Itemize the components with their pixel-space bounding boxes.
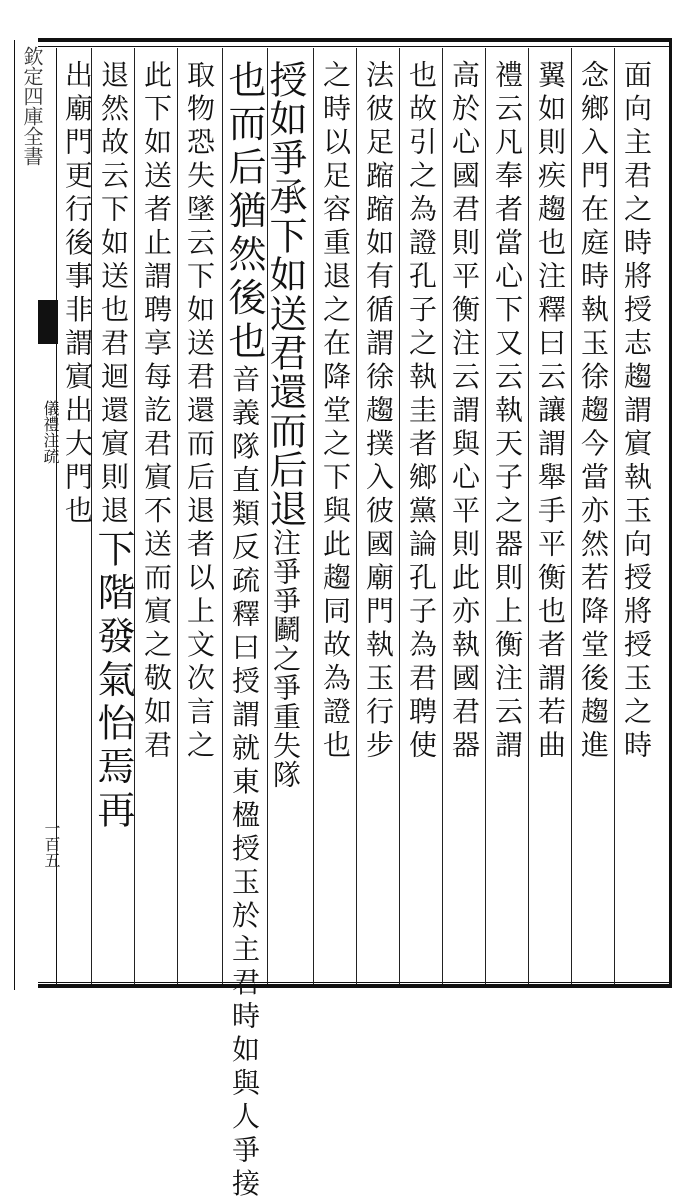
commentary-text: 之時以足容重退之在降堂之下與此趨同故為證也 xyxy=(319,60,352,764)
book-name: 儀禮注疏 xyxy=(41,400,60,464)
main-text: 授如爭承下如送君還而后退 xyxy=(263,60,307,528)
commentary-text: 釋曰授謂就東楹授玉於主君時如與人爭接 xyxy=(228,599,261,1202)
text-column-7 xyxy=(359,60,397,980)
main-text: 也而后猶然後也 xyxy=(222,60,266,365)
column-rule xyxy=(571,48,572,984)
commentary-text: 念鄉入門在庭時執玉徐趨今當亦然若降堂後趨進 xyxy=(577,60,610,764)
commentary-text: 禮云凡奉者當心下又云執天子之器則上衡注云謂 xyxy=(491,60,524,764)
text-column-5 xyxy=(445,60,483,980)
commentary-text: 疏 xyxy=(228,565,261,599)
commentary-text: 隊直 xyxy=(228,431,261,499)
fish-tail-mark xyxy=(38,300,58,344)
column-rule xyxy=(442,48,443,984)
text-column-14 xyxy=(58,60,96,980)
commentary-text: 注爭爭鬬之爭重失隊 xyxy=(269,528,302,789)
column-rule xyxy=(267,48,268,984)
page-number: 一百五 xyxy=(42,820,61,868)
column-rule xyxy=(356,48,357,984)
commentary-text: 取物恐失墜云下如送君還而后退者以上文次言之 xyxy=(183,60,216,764)
commentary-text: 出廟門更行後事非謂賔出大門也 xyxy=(61,60,94,529)
column-rule xyxy=(528,48,529,984)
text-column-3 xyxy=(531,60,569,980)
text-column-11 xyxy=(180,60,218,980)
commentary-text: 高於心國君則平衡注云謂與心平則此亦執國君器 xyxy=(448,60,481,764)
commentary-text: 面向主君之時將授志趨謂賔執玉向授將授玉之時 xyxy=(620,60,653,764)
frame-top-rule xyxy=(38,46,672,47)
commentary-text: 也故引之為證孔子之執圭者鄉黨論孔子為君聘使 xyxy=(405,60,438,764)
main-text: 下階發氣怡焉再 xyxy=(91,529,135,834)
text-column-4 xyxy=(488,60,526,980)
text-column-1 xyxy=(617,60,655,980)
text-column-10 xyxy=(222,60,266,1202)
text-column-8 xyxy=(316,60,354,980)
commentary-text: 類反 xyxy=(228,498,261,566)
text-column-12 xyxy=(137,60,175,980)
column-rule xyxy=(222,48,223,984)
commentary-text: 法彼足蹜蹜如有循謂徐趨撲入彼國廟門執玉行步 xyxy=(362,60,395,764)
text-column-13 xyxy=(91,60,135,980)
commentary-text: 翼如則疾趨也注釋曰云讓謂舉手平衡也者謂若曲 xyxy=(534,60,567,764)
commentary-text: 退然故云下如送也君迴還賔則退 xyxy=(97,60,130,529)
column-rule xyxy=(313,48,314,984)
text-column-9 xyxy=(263,60,308,980)
column-rule xyxy=(399,48,400,984)
commentary-text: 此下如送者止謂聘享每訖君賔不送而賔之敬如君 xyxy=(140,60,173,764)
text-column-2 xyxy=(574,60,612,980)
fold-title: 欽定四庫全書 xyxy=(20,46,44,166)
commentary-text: 音義 xyxy=(228,364,261,432)
column-rule xyxy=(614,48,615,984)
column-rule xyxy=(485,48,486,984)
text-column-6 xyxy=(402,60,440,980)
column-rule xyxy=(177,48,178,984)
column-rule xyxy=(134,48,135,984)
